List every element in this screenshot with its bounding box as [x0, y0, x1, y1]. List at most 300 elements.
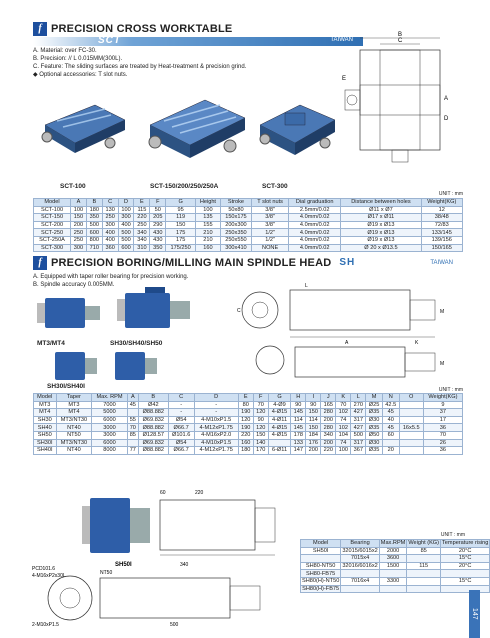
table-header-cell: Height	[196, 199, 221, 207]
table-cell: MT4	[56, 409, 92, 417]
dim-label: 500	[170, 622, 179, 628]
svg-text:E: E	[342, 76, 347, 82]
table-cell	[407, 585, 441, 593]
table-header-cell: A	[127, 394, 138, 402]
table-cell: 70	[423, 431, 462, 439]
table-header-cell: Model	[34, 394, 57, 402]
table-cell	[382, 439, 399, 447]
table-header-cell: N	[382, 394, 399, 402]
table-cell: 210	[196, 229, 221, 237]
table-cell: 36	[423, 447, 462, 455]
table-header-cell: C	[168, 394, 194, 402]
table-cell: 70	[336, 401, 351, 409]
table-cell: 300	[118, 214, 134, 222]
table-cell: -	[168, 409, 194, 417]
table-cell: 150	[253, 431, 268, 439]
bearing-unit: UNIT : mm	[440, 532, 465, 538]
table-cell: 2.5mm/0.02	[289, 206, 341, 214]
sh50i-technical-drawing	[30, 478, 290, 628]
table-cell: 60	[382, 431, 399, 439]
table-cell: 176	[306, 439, 321, 447]
section1-brand: TAIWAN	[330, 37, 353, 43]
table-cell: 178	[291, 431, 306, 439]
brand-logo-icon: f	[33, 22, 47, 36]
table-cell: 200	[71, 221, 87, 229]
section2-brand: TAIWAN	[430, 259, 453, 266]
table-row	[34, 439, 463, 447]
table-cell	[268, 439, 291, 447]
table-row	[34, 431, 463, 439]
table-cell: 100	[71, 206, 87, 214]
table-cell: SCT-150	[34, 214, 71, 222]
table-cell: 114	[291, 416, 306, 424]
table-header-cell: F	[150, 199, 166, 207]
table-cell: 150x175	[220, 214, 251, 222]
table-cell: NT40	[56, 447, 92, 455]
table-cell: 290	[150, 221, 166, 229]
table-cell: Ø88.882	[138, 424, 168, 432]
table-cell: SH50	[34, 431, 57, 439]
table-cell: 3/8"	[252, 214, 289, 222]
table-header-cell: Bearing	[341, 540, 379, 548]
section2-unit: UNIT : mm	[438, 387, 463, 393]
table-cell: 16x5.5	[399, 424, 423, 432]
table-cell: 36	[423, 424, 462, 432]
table-cell: SH80-NT50	[301, 562, 341, 570]
table-cell: 3600	[379, 555, 407, 563]
table-cell	[407, 570, 441, 578]
table-cell: 300	[71, 244, 87, 252]
table-cell: SH80(H)-FB75	[302, 585, 340, 592]
table-cell: MT3/NT30	[56, 439, 92, 447]
table-cell: 4-M12xP1.75	[194, 424, 238, 432]
note-line: C. Feature: The sliding surfaces are treated by Heat-treatment & precision grind.	[33, 64, 247, 70]
table-cell: Ø35	[366, 447, 383, 455]
brand-logo-icon: f	[33, 256, 47, 270]
table-cell: 140	[253, 439, 268, 447]
table-cell: Ø30	[366, 439, 383, 447]
table-cell: 350	[150, 244, 166, 252]
table-cell: SH30I	[34, 439, 57, 447]
table-cell: 4-M10xP1.5	[194, 439, 238, 447]
table-header-cell: G	[166, 199, 196, 207]
table-cell: 6000	[92, 439, 127, 447]
caption-sct-100: SCT-100	[60, 183, 86, 190]
sh30i-sh40i-photo	[45, 348, 165, 386]
table-header-cell: T slot nuts	[252, 199, 289, 207]
table-cell: 45	[127, 401, 138, 409]
table-header-cell: B	[86, 199, 102, 207]
table-cell: Ø19 x Ø13	[341, 236, 421, 244]
dim-label: NT50	[100, 570, 113, 576]
table-cell: SH40I	[34, 447, 57, 455]
table-cell: SCT-300	[34, 244, 71, 252]
table-cell: 210	[196, 236, 221, 244]
table-cell: 70	[127, 424, 138, 432]
table-cell: Ø101.6	[168, 431, 194, 439]
table-cell	[379, 570, 407, 578]
table-row	[301, 555, 490, 563]
table-cell: -	[194, 401, 238, 409]
section1-model: SCT	[98, 35, 121, 46]
table-cell: 120	[253, 409, 268, 417]
table-header-cell: D	[194, 394, 238, 402]
table-cell: 4-Ø15	[268, 424, 291, 432]
table-cell: 77	[127, 447, 138, 455]
table-cell: 133	[291, 439, 306, 447]
table-cell: 190	[238, 424, 253, 432]
table-cell: 180	[238, 447, 253, 455]
table-cell: 120	[253, 424, 268, 432]
table-header-cell: Model	[34, 199, 71, 207]
section2-model: SH	[339, 257, 356, 268]
table-cell: 100	[118, 206, 134, 214]
caption-sct-150: SCT-150/200/250/250A	[150, 183, 219, 190]
table-cell: Ø54	[168, 416, 194, 424]
caption-sh30i: SH30I/SH40I	[47, 383, 85, 390]
table-cell: 7000	[92, 401, 127, 409]
table-cell: 7015x4	[341, 555, 379, 563]
table-cell: 500	[118, 229, 134, 237]
table-row	[34, 416, 463, 424]
table-cell: -	[168, 401, 194, 409]
table-cell: 100	[196, 206, 221, 214]
table-cell: 200x300	[220, 221, 251, 229]
table-cell: 139/156	[421, 236, 462, 244]
svg-text:K: K	[415, 340, 419, 346]
table-cell	[399, 401, 423, 409]
table-cell: 4-M12xP1.75	[194, 447, 238, 455]
table-cell: 250	[71, 229, 87, 237]
table-cell: 115	[134, 206, 150, 214]
table-cell: 340	[321, 431, 336, 439]
table-cell: 220	[321, 447, 336, 455]
table-cell: Ø69.832	[138, 439, 168, 447]
table-cell: 710	[86, 244, 102, 252]
table-cell: NT40	[56, 424, 92, 432]
table-cell: 430	[150, 229, 166, 237]
table-cell: Ø42	[138, 401, 168, 409]
sct-schematic-drawing	[340, 30, 465, 165]
table-cell: 427	[351, 424, 366, 432]
table-cell: 85	[407, 547, 441, 555]
table-cell: 37	[423, 409, 462, 417]
table-cell: 180	[86, 206, 102, 214]
table-cell: Ø35	[366, 424, 383, 432]
table-header-cell: E	[134, 199, 150, 207]
table-cell: 55	[127, 416, 138, 424]
table-cell: 155	[196, 221, 221, 229]
table-cell: 45	[382, 424, 399, 432]
table-cell: 150	[166, 221, 196, 229]
table-header-cell: Model	[301, 540, 341, 548]
table-cell: 1500	[379, 562, 407, 570]
table-cell: 500	[118, 236, 134, 244]
table-cell: 114	[306, 416, 321, 424]
table-cell: 100	[336, 447, 351, 455]
table-cell: Ø69.832	[138, 416, 168, 424]
table-cell: SH40	[34, 424, 57, 432]
table-cell: 300	[102, 221, 118, 229]
svg-text:C: C	[398, 38, 403, 44]
table-cell: 3000	[92, 424, 127, 432]
table-cell	[127, 439, 138, 447]
table-row	[301, 562, 490, 570]
table-cell: 400	[102, 229, 118, 237]
table-cell: Ø50	[366, 431, 383, 439]
table-cell: 145	[291, 424, 306, 432]
table-cell: 74	[336, 439, 351, 447]
table-cell: 175	[166, 229, 196, 237]
table-cell: 317	[351, 416, 366, 424]
sct-100-photo	[35, 85, 130, 165]
table-cell	[441, 585, 490, 593]
table-cell: 45	[382, 409, 399, 417]
table-cell: 250x350	[220, 229, 251, 237]
table-cell: 50	[150, 206, 166, 214]
table-cell: 3300	[379, 577, 407, 585]
section2-header	[33, 254, 463, 271]
table-cell: Ø35	[366, 409, 383, 417]
note-line: B. Precision: // L 0.015MM(300L).	[33, 56, 123, 62]
table-cell: 2000	[379, 547, 407, 555]
table-cell: 147	[291, 447, 306, 455]
table-cell	[441, 570, 490, 578]
note-line: ◆ Optional accessories: T slot nuts.	[33, 72, 128, 78]
table-cell	[399, 409, 423, 417]
table-cell: 600	[118, 244, 134, 252]
table-cell: 3/8"	[252, 206, 289, 214]
table-cell: 427	[351, 409, 366, 417]
table-header-cell: A	[71, 199, 87, 207]
table-cell: NT50	[56, 431, 92, 439]
table-cell: 12	[421, 206, 462, 214]
table-cell: 175	[166, 236, 196, 244]
table-cell	[407, 555, 441, 563]
table-header-cell: J	[321, 394, 336, 402]
table-header-cell: K	[336, 394, 351, 402]
table-cell: 4-Ø11	[268, 416, 291, 424]
svg-text:M: M	[440, 361, 445, 367]
table-cell: 9	[423, 401, 462, 409]
svg-text:A: A	[345, 340, 349, 346]
table-cell: 7016x4	[341, 577, 379, 585]
table-cell: 430	[150, 236, 166, 244]
table-row	[34, 447, 463, 455]
table-cell	[399, 447, 423, 455]
table-cell: 120	[238, 416, 253, 424]
table-cell: 360	[102, 244, 118, 252]
table-cell: -	[194, 409, 238, 417]
table-row	[34, 229, 463, 237]
table-header-cell: D	[118, 199, 134, 207]
table-row	[34, 401, 463, 409]
table-cell: 400	[118, 221, 134, 229]
sct-150-photo	[140, 80, 250, 170]
table-cell: 250	[71, 236, 87, 244]
table-cell	[341, 570, 379, 578]
caption-sh50i: SH50I	[115, 562, 132, 568]
table-cell: Ø30	[366, 416, 383, 424]
table-cell: 317	[351, 439, 366, 447]
table-cell: 800	[86, 236, 102, 244]
table-cell: 40	[382, 416, 399, 424]
table-cell: 500	[86, 221, 102, 229]
table-cell: Ø25	[366, 401, 383, 409]
table-cell: 20°C	[441, 562, 490, 570]
table-header-cell: Max. RPM	[92, 394, 127, 402]
table-cell: 367	[351, 447, 366, 455]
table-header-cell: Weight (KG)	[408, 540, 440, 547]
table-header-cell: Distance between holes	[341, 199, 421, 207]
table-row	[301, 547, 490, 555]
table-header-cell: L	[351, 394, 366, 402]
section1-band	[33, 37, 363, 46]
dim-label: PCD101.6	[32, 566, 56, 572]
table-cell: 42.5	[382, 401, 399, 409]
table-cell: 270	[351, 401, 366, 409]
table-cell: 340	[134, 236, 150, 244]
table-cell: 90	[306, 401, 321, 409]
sh30-sh40-sh50-photo	[115, 285, 205, 340]
caption-mt3-mt4: MT3/MT4	[37, 340, 65, 347]
table-cell: Ø88.882	[138, 409, 168, 417]
table-cell: 150/165	[421, 244, 462, 252]
table-row	[34, 214, 463, 222]
sh-spec-table	[33, 393, 463, 455]
table-cell: 200	[321, 439, 336, 447]
table-cell: Ø11 x Ø7	[341, 206, 421, 214]
table-cell: 70	[253, 401, 268, 409]
table-cell: SH80-FB75	[301, 570, 341, 578]
table-cell: 4-Ø9	[268, 401, 291, 409]
table-cell: SH50I	[301, 547, 341, 555]
table-header-cell: Max.RPM	[380, 540, 406, 547]
table-cell	[341, 585, 379, 593]
table-cell: 104	[336, 431, 351, 439]
table-cell: 115	[407, 562, 441, 570]
table-cell: 32015/6015x2	[342, 547, 378, 554]
svg-text:A: A	[444, 96, 449, 102]
table-cell: Ø19 x Ø13	[341, 229, 421, 237]
table-cell: MT4	[34, 409, 57, 417]
note-line: A. Material: over FC-30.	[33, 48, 97, 54]
table-cell	[127, 409, 138, 417]
table-row	[301, 577, 490, 585]
table-cell: 80	[238, 401, 253, 409]
table-row	[301, 570, 490, 578]
table-cell: 6000	[92, 416, 127, 424]
table-header-cell: C	[102, 199, 118, 207]
table-cell: 280	[321, 409, 336, 417]
table-cell	[399, 416, 423, 424]
table-cell: 1/2"	[252, 236, 289, 244]
table-cell: 150	[71, 214, 87, 222]
table-cell: 205	[150, 214, 166, 222]
table-cell: 4-M16xP2.0	[194, 431, 238, 439]
table-cell: 400	[102, 236, 118, 244]
table-cell: 600	[86, 229, 102, 237]
table-header-cell: Stroke	[220, 199, 251, 207]
table-cell: 300x410	[220, 244, 251, 252]
table-cell: 350	[86, 214, 102, 222]
table-cell: 200	[306, 447, 321, 455]
svg-text:L: L	[305, 283, 308, 289]
table-cell: 3/8"	[252, 221, 289, 229]
dim-label: 220	[195, 490, 204, 496]
table-cell: 74	[336, 416, 351, 424]
table-header-cell: F	[253, 394, 268, 402]
table-row	[34, 236, 463, 244]
table-cell: 5000	[92, 409, 127, 417]
table-cell: 85	[127, 431, 138, 439]
table-cell: 26	[423, 439, 462, 447]
spindle-schematic-drawing	[225, 275, 465, 390]
table-header-cell: E	[238, 394, 253, 402]
caption-sct-300: SCT-300	[262, 183, 288, 190]
table-header-cell: Taper	[56, 394, 92, 402]
table-row	[301, 585, 490, 593]
table-cell: 160	[238, 439, 253, 447]
dim-label: 60	[160, 490, 166, 496]
table-cell	[301, 555, 341, 563]
table-cell: 160	[196, 244, 221, 252]
table-cell: SH30	[34, 416, 57, 424]
table-cell: 170	[253, 447, 268, 455]
svg-text:M: M	[440, 309, 445, 315]
table-cell: 250	[102, 214, 118, 222]
table-cell: NONE	[252, 244, 289, 252]
table-cell: 500	[351, 431, 366, 439]
table-row	[34, 206, 463, 214]
table-cell: 150	[306, 409, 321, 417]
table-cell: 135	[196, 214, 221, 222]
table-cell: 17	[423, 416, 462, 424]
table-cell: Ø54	[168, 439, 194, 447]
table-cell: 4-Ø15	[268, 409, 291, 417]
table-cell: Ø66.7	[168, 424, 194, 432]
table-header-cell: Dial graduation	[289, 199, 341, 207]
table-cell: 4.0mm/0.02	[289, 244, 341, 252]
table-cell: 20	[382, 447, 399, 455]
table-header-cell: G	[268, 394, 291, 402]
table-cell: 1/2"	[252, 229, 289, 237]
table-cell: 6-Ø11	[268, 447, 291, 455]
table-cell: 133/145	[421, 229, 462, 237]
table-cell: 130	[102, 206, 118, 214]
table-cell: 8000	[92, 447, 127, 455]
table-cell: SCT-250	[34, 229, 71, 237]
svg-text:D: D	[444, 116, 449, 122]
table-cell: 102	[336, 424, 351, 432]
table-cell: 175/250	[166, 244, 196, 252]
table-cell: Ø66.7	[168, 447, 194, 455]
table-header-cell: B	[138, 394, 168, 402]
table-cell: 119	[166, 214, 196, 222]
table-cell: 190	[238, 409, 253, 417]
table-header-cell: Weight(KG)	[423, 394, 462, 402]
section1-header	[33, 20, 363, 46]
table-header-cell: O	[399, 394, 423, 402]
caption-sh30: SH30/SH40/SH50	[110, 340, 163, 347]
table-cell	[399, 431, 423, 439]
note-line: B. Spindle accuracy 0.005MM.	[33, 282, 115, 288]
bearing-table	[300, 539, 489, 593]
dim-label: 340	[180, 562, 189, 568]
section1-notes	[33, 47, 333, 79]
table-cell: 280	[321, 424, 336, 432]
table-header-cell: Temperature rising	[442, 540, 489, 547]
